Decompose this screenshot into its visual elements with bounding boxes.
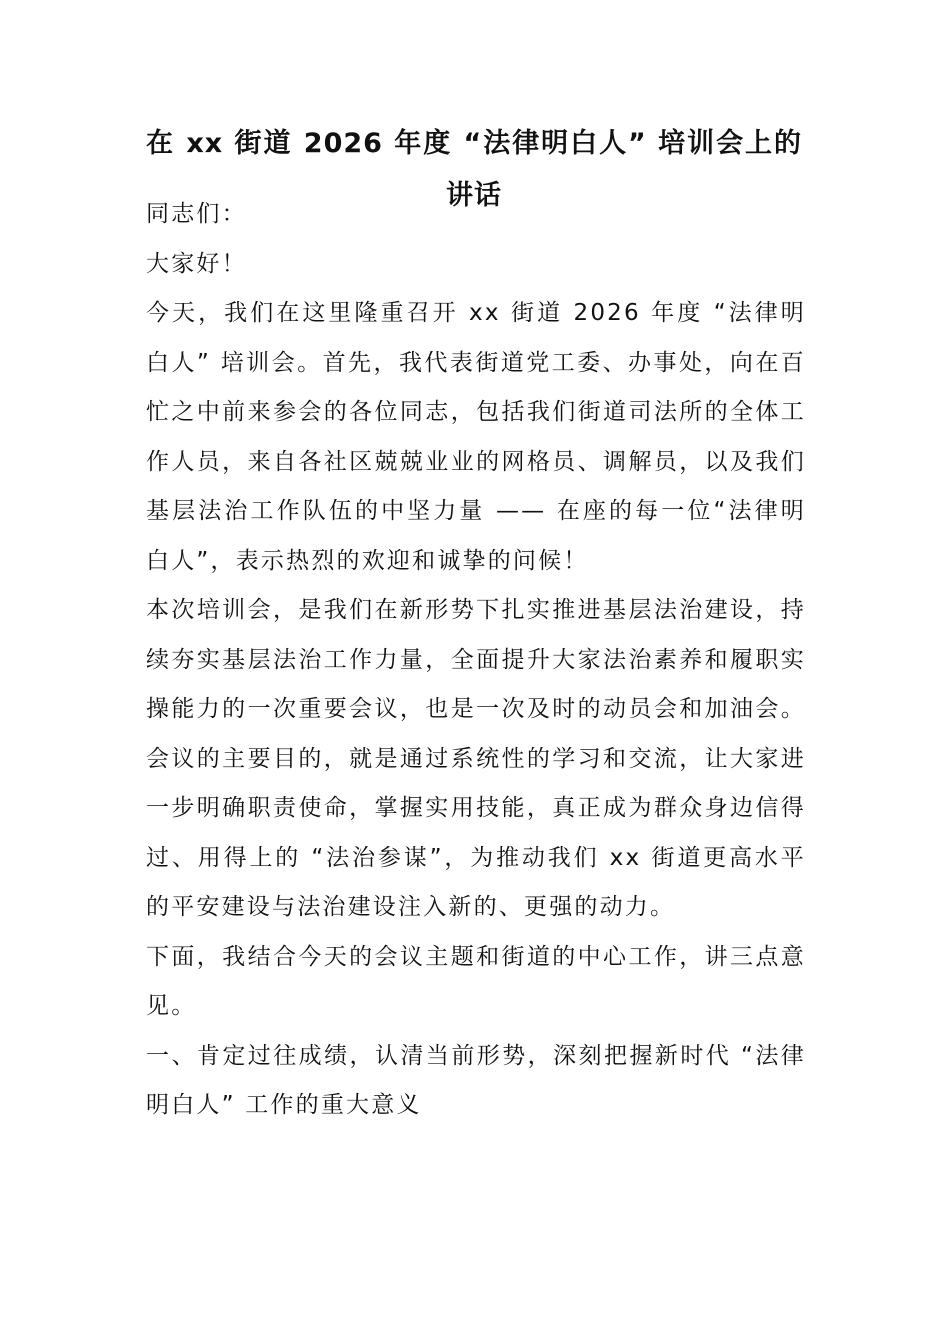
document-title: 在 xx 街道 2026 年度 “法律明白人” 培训会上的讲话 xyxy=(146,128,802,211)
paragraph-welcome: 今天，我们在这里隆重召开 xx 街道 2026 年度 “法律明白人” 培训会。首先，我代表街道党工委、办事处，向在百忙之中前来参会的各位同志，包括我们街道司法所的全体工作人员，来自各社区兢兢业业的网格员、调解员，以及我们基层法治工作队伍的中坚力量 —— 在座的每一位“法律明白人”，表示热烈的欢迎和诚挚的问候！ xyxy=(146,300,806,574)
document-body xyxy=(146,190,806,1131)
paragraph-purpose: 本次培训会，是我们在新形势下扎实推进基层法治建设，持续夯实基层法治工作力量，全面提升大家法治素养和履职实操能力的一次重要会议，也是一次及时的动员会和加油会。会议的主要目的，就是通过系统性的学习和交流，让大家进一步明确职责使命，掌握实用技能，真正成为群众身边信得过、用得上的 “法治参谋”，为推动我们 xx 街道更高水平的平安建设与法治建设注入新的、更强的动力。 xyxy=(146,597,806,920)
greeting: 大家好！ xyxy=(146,250,247,277)
salutation: 同志们： xyxy=(146,201,247,227)
paragraph-outline: 下面，我结合今天的会议主题和街道的中心工作，讲三点意见。 xyxy=(146,943,806,1019)
section-heading-1: 一、肯定过往成绩，认清当前形势，深刻把握新时代 “法律明白人” 工作的重大意义 xyxy=(146,1042,806,1118)
